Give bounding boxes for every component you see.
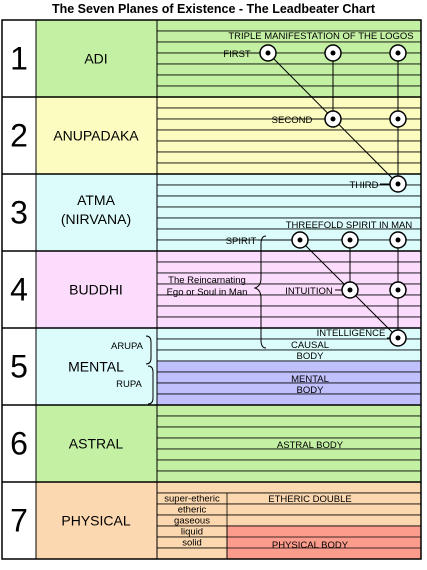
subplane-stripe [157,64,421,75]
astral-body-label: ASTRAL BODY [276,440,344,451]
plane-name: ATMA [77,192,115,208]
monad-dot [396,336,401,341]
causal-label-line2: BODY [296,351,324,362]
subplane-stripe [157,427,421,438]
logos-heading: TRIPLE MANIFESTATION OF THE LOGOS [228,31,414,42]
ego-label-line1: The Reincarnating [168,275,246,286]
plane-number: 5 [10,348,28,385]
physical-body-label: PHYSICAL BODY [271,540,349,551]
ego-label-line2: Ego or Soul in Man [166,287,248,298]
plane-name: ADI [84,50,108,67]
plane-number: 7 [10,502,28,539]
subplane-stripe [157,75,421,86]
subplane-stripe [157,416,421,427]
plane-number: 4 [10,271,28,308]
plane-name: ANUPADAKA [53,127,139,144]
threefold-heading: THREEFOLD SPIRIT IN MAN [285,220,413,231]
subplane-stripe [157,97,421,108]
plane-number: 3 [10,194,28,231]
subplane-stripe [157,42,421,53]
physical-subplane-label: gaseous [174,515,210,527]
plane-name: PHYSICAL [61,512,131,529]
plane-name: (NIRVANA) [60,211,132,227]
subplane-stripe [157,317,421,328]
subplane-stripe [157,53,421,64]
monad-dot [331,51,336,56]
subplane-stripe [157,196,421,207]
plane-number: 2 [10,117,28,154]
monad-dot [396,51,401,56]
subplane-stripe [157,306,421,317]
chart-title: The Seven Planes of Existence - The Leadbeater Chart [51,2,376,16]
monad-dot [298,238,303,243]
mental-body-line1: MENTAL [291,374,329,385]
physical-subplane-label: etheric [177,504,207,516]
subplane-stripe [157,482,421,493]
plane-name: ASTRAL [68,435,124,452]
subplane-stripe [157,361,421,372]
monad-dot [266,51,271,56]
physical-subplane-label: liquid [180,526,204,538]
monad-dot [396,182,401,187]
plane-number: 6 [10,425,28,462]
subplane-stripe [157,339,421,350]
spirit-label: SPIRIT [225,236,257,247]
subplane-stripe [157,174,421,185]
plane-name: MENTAL [68,358,124,375]
arupa-label: ARUPA [110,341,144,352]
subplane-stripe [157,471,421,482]
subplane-stripe [157,185,421,196]
third-label: THIRD [349,180,379,191]
physical-subplane-label: solid [182,537,202,549]
subplane-stripe [157,394,421,405]
monad-dot [396,288,401,293]
physical-subplane-label: super-etheric [164,493,220,505]
first-label: FIRST [223,49,251,60]
subplane-stripe [157,130,421,141]
etheric-double-label: ETHERIC DOUBLE [268,494,352,505]
subplane-stripe [157,262,421,273]
intelligence-label: INTELLIGENCE [316,328,386,339]
causal-label-line1: CAUSAL [290,340,330,351]
subplane-stripe [157,240,421,251]
subplane-stripe [157,383,421,394]
subplane-stripe [157,86,421,97]
monad-dot [331,117,336,122]
subplane-stripe [157,372,421,383]
subplane-stripe [157,141,421,152]
subplane-stripe [157,405,421,416]
monad-dot [396,117,401,122]
plane-name: BUDDHI [69,281,123,298]
subplane-stripe [157,251,421,262]
monad-dot [348,238,353,243]
subplane-stripe [157,20,421,31]
subplane-stripe [157,207,421,218]
rupa-label: RUPA [116,379,142,390]
monad-dot [348,288,353,293]
plane-number: 1 [10,40,28,77]
intuition-label: INTUITION [285,286,333,297]
subplane-stripe [157,152,421,163]
subplane-stripe [157,460,421,471]
subplane-stripe [157,350,421,361]
second-label: SECOND [271,115,313,126]
monad-dot [396,238,401,243]
mental-body-line2: BODY [296,385,324,396]
subplane-stripe [157,163,421,174]
